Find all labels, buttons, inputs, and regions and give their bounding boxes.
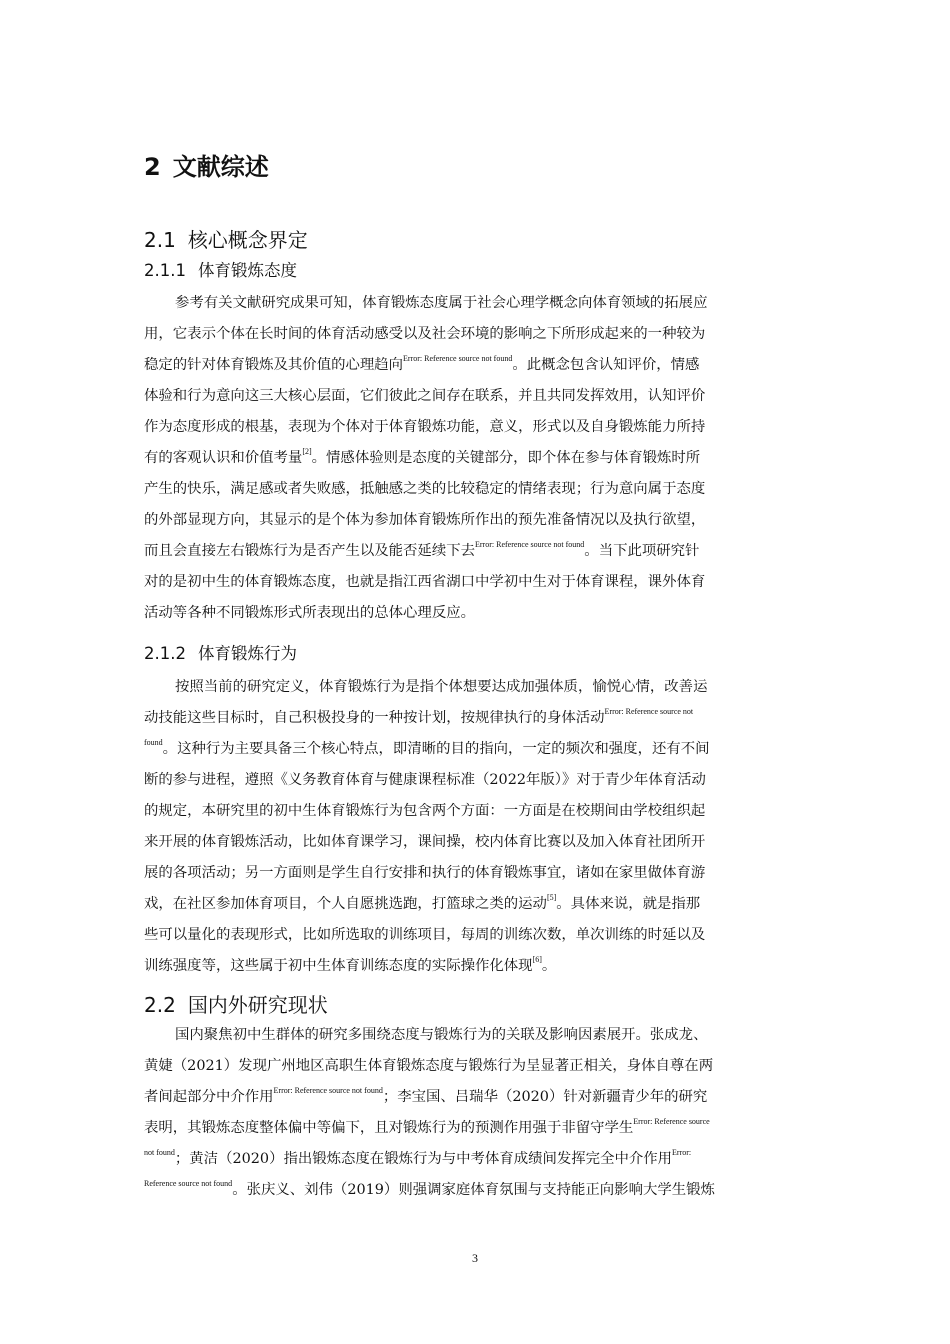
page-number: 3 xyxy=(472,1251,478,1265)
text-line: 展的各项活动；另一方面则是学生自行安排和执行的体育锻炼事宜，诸如在家里做体育游 xyxy=(144,865,706,881)
chapter-number: 2 xyxy=(144,153,161,181)
text-line xyxy=(144,889,806,920)
paragraph-exercise-attitude xyxy=(144,288,806,629)
text-run: 表明，其锻炼态度整体偏中等偏下，且对锻炼行为的预测作用强于非留守学生 xyxy=(144,1120,634,1136)
text-line xyxy=(144,734,806,765)
citation-reference[interactable]: Error: Reference source not found xyxy=(273,1086,383,1095)
citation-reference[interactable]: not found xyxy=(144,1148,175,1157)
section-number: 2.1 xyxy=(144,228,176,252)
citation-reference[interactable]: [2] xyxy=(302,447,312,456)
text-run: 稳定的针对体育锻炼及其价值的心理趋向 xyxy=(144,357,404,373)
text-line: 参考有关文献研究成果可知，体育锻炼态度属于社会心理学概念向体育领域的拓展应 xyxy=(175,295,708,311)
citation-reference[interactable]: [5] xyxy=(546,893,557,902)
text-line xyxy=(144,951,806,982)
text-run: 有的客观认识和价值考量 xyxy=(144,450,303,466)
citation-reference[interactable]: Error: Reference source xyxy=(633,1117,710,1126)
text-run: 动技能这些目标时，自己积极投身的一种按计划，按规律执行的身体活动 xyxy=(144,710,605,726)
text-run: 。情感体验则是态度的关键部分，即个体在参与体育锻炼时所 xyxy=(311,450,701,466)
text-line xyxy=(144,443,806,474)
text-line: 些可以量化的表现形式，比如所选取的训练项目，每周的训练次数，单次训练的时延以及 xyxy=(144,927,706,943)
text-line xyxy=(144,1113,806,1144)
text-line xyxy=(144,1082,806,1113)
text-line: 对的是初中生的体育锻炼态度，也就是指江西省湖口中学初中生对于体育课程，课外体育 xyxy=(144,574,706,590)
text-line: 的外部显现方向，其显示的是个体为参加体育锻炼所作出的预先准备情况以及执行欲望， xyxy=(144,512,706,528)
text-line xyxy=(144,1144,806,1175)
text-line: 作为态度形成的根基，表现为个体对于体育锻炼功能，意义，形式以及自身锻炼能力所持 xyxy=(144,419,706,435)
text-line: 活动等各种不同锻炼形式所表现出的总体心理反应。 xyxy=(144,605,475,621)
section-heading-2-2 xyxy=(144,990,328,1020)
text-run: 而且会直接左右锻炼行为是否产生以及能否延续下去 xyxy=(144,543,475,559)
text-line xyxy=(144,350,806,381)
paragraph-exercise-behavior xyxy=(144,672,806,982)
text-line: 国内聚焦初中生群体的研究多围绕态度与锻炼行为的关联及影响因素展开。张成龙、 xyxy=(175,1027,708,1043)
text-line: 黄婕（2021）发现广州地区高职生体育锻炼态度与锻炼行为呈显著正相关，身体自尊在两 xyxy=(144,1058,714,1074)
section-number: 2.2 xyxy=(144,993,176,1017)
text-line: 用，它表示个体在长时间的体育活动感受以及社会环境的影响之下所形成起来的一种较为 xyxy=(144,326,706,342)
section-heading-2-1 xyxy=(144,225,308,255)
citation-reference[interactable]: Reference source not found xyxy=(144,1179,233,1188)
chapter-heading xyxy=(144,150,269,184)
subsection-heading-2-1-2 xyxy=(144,642,297,666)
text-line xyxy=(144,703,806,734)
text-line: 的规定，本研究里的初中生体育锻炼行为包含两个方面：一方面是在校期间由学校组织起 xyxy=(144,803,706,819)
text-run: 训练强度等，这些属于初中生体育训练态度的实际操作化体现 xyxy=(144,958,533,974)
text-run: ；李宝国、吕瑞华（2020）针对新疆青少年的研究 xyxy=(382,1089,708,1105)
text-run: 戏，在社区参加体育项目，个人自愿挑选跑，打篮球之类的运动 xyxy=(144,896,547,912)
subsection-title: 体育锻炼行为 xyxy=(197,644,297,663)
text-line xyxy=(144,536,806,567)
text-line xyxy=(144,1175,806,1206)
citation-reference[interactable]: Error: Reference source not xyxy=(604,707,694,716)
subsection-number: 2.1.2 xyxy=(144,644,186,663)
text-run: 。张庆义、刘伟（2019）则强调家庭体育氛围与支持能正向影响大学生锻炼 xyxy=(232,1182,715,1198)
text-run: 。具体来说，就是指那 xyxy=(556,896,701,912)
subsection-title: 体育锻炼态度 xyxy=(197,261,297,280)
citation-reference[interactable]: Error: Reference source not found xyxy=(403,354,513,363)
paragraph-research-status xyxy=(144,1020,806,1206)
section-title: 国内外研究现状 xyxy=(187,993,328,1017)
text-line: 按照当前的研究定义，体育锻炼行为是指个体想要达成加强体质，愉悦心情，改善运 xyxy=(175,679,708,695)
text-line: 断的参与进程，遵照《义务教育体育与健康课程标准（2022年版）》对于青少年体育活动 xyxy=(144,772,706,788)
text-run: 者间起部分中介作用 xyxy=(144,1089,274,1105)
citation-reference[interactable]: [6] xyxy=(532,955,542,964)
subsection-heading-2-1-1 xyxy=(144,259,297,283)
subsection-number: 2.1.1 xyxy=(144,261,186,280)
text-run: 。此概念包含认知评价，情感 xyxy=(512,357,700,373)
text-line: 产生的快乐，满足感或者失败感，抵触感之类的比较稳定的情绪表现；行为意向属于态度 xyxy=(144,481,706,497)
citation-reference[interactable]: found xyxy=(144,738,163,747)
text-run: ；黄洁（2020）指出锻炼态度在锻炼行为与中考体育成绩间发挥完全中介作用 xyxy=(174,1151,673,1167)
text-run: 。 xyxy=(541,958,557,974)
text-run: 。当下此项研究针 xyxy=(584,543,700,559)
citation-reference[interactable]: Error: xyxy=(672,1148,692,1157)
text-run: 。这种行为主要具备三个核心特点，即清晰的目的指向，一定的频次和强度，还有不间 xyxy=(162,741,710,757)
text-line: 体验和行为意向这三大核心层面，它们彼此之间存在联系，并且共同发挥效用，认知评价 xyxy=(144,388,706,404)
chapter-title: 文献综述 xyxy=(172,153,269,181)
section-title: 核心概念界定 xyxy=(187,228,308,252)
text-line: 来开展的体育锻炼活动，比如体育课学习，课间操，校内体育比赛以及加入体育社团所开 xyxy=(144,834,706,850)
citation-reference[interactable]: Error: Reference source not found xyxy=(475,540,585,549)
